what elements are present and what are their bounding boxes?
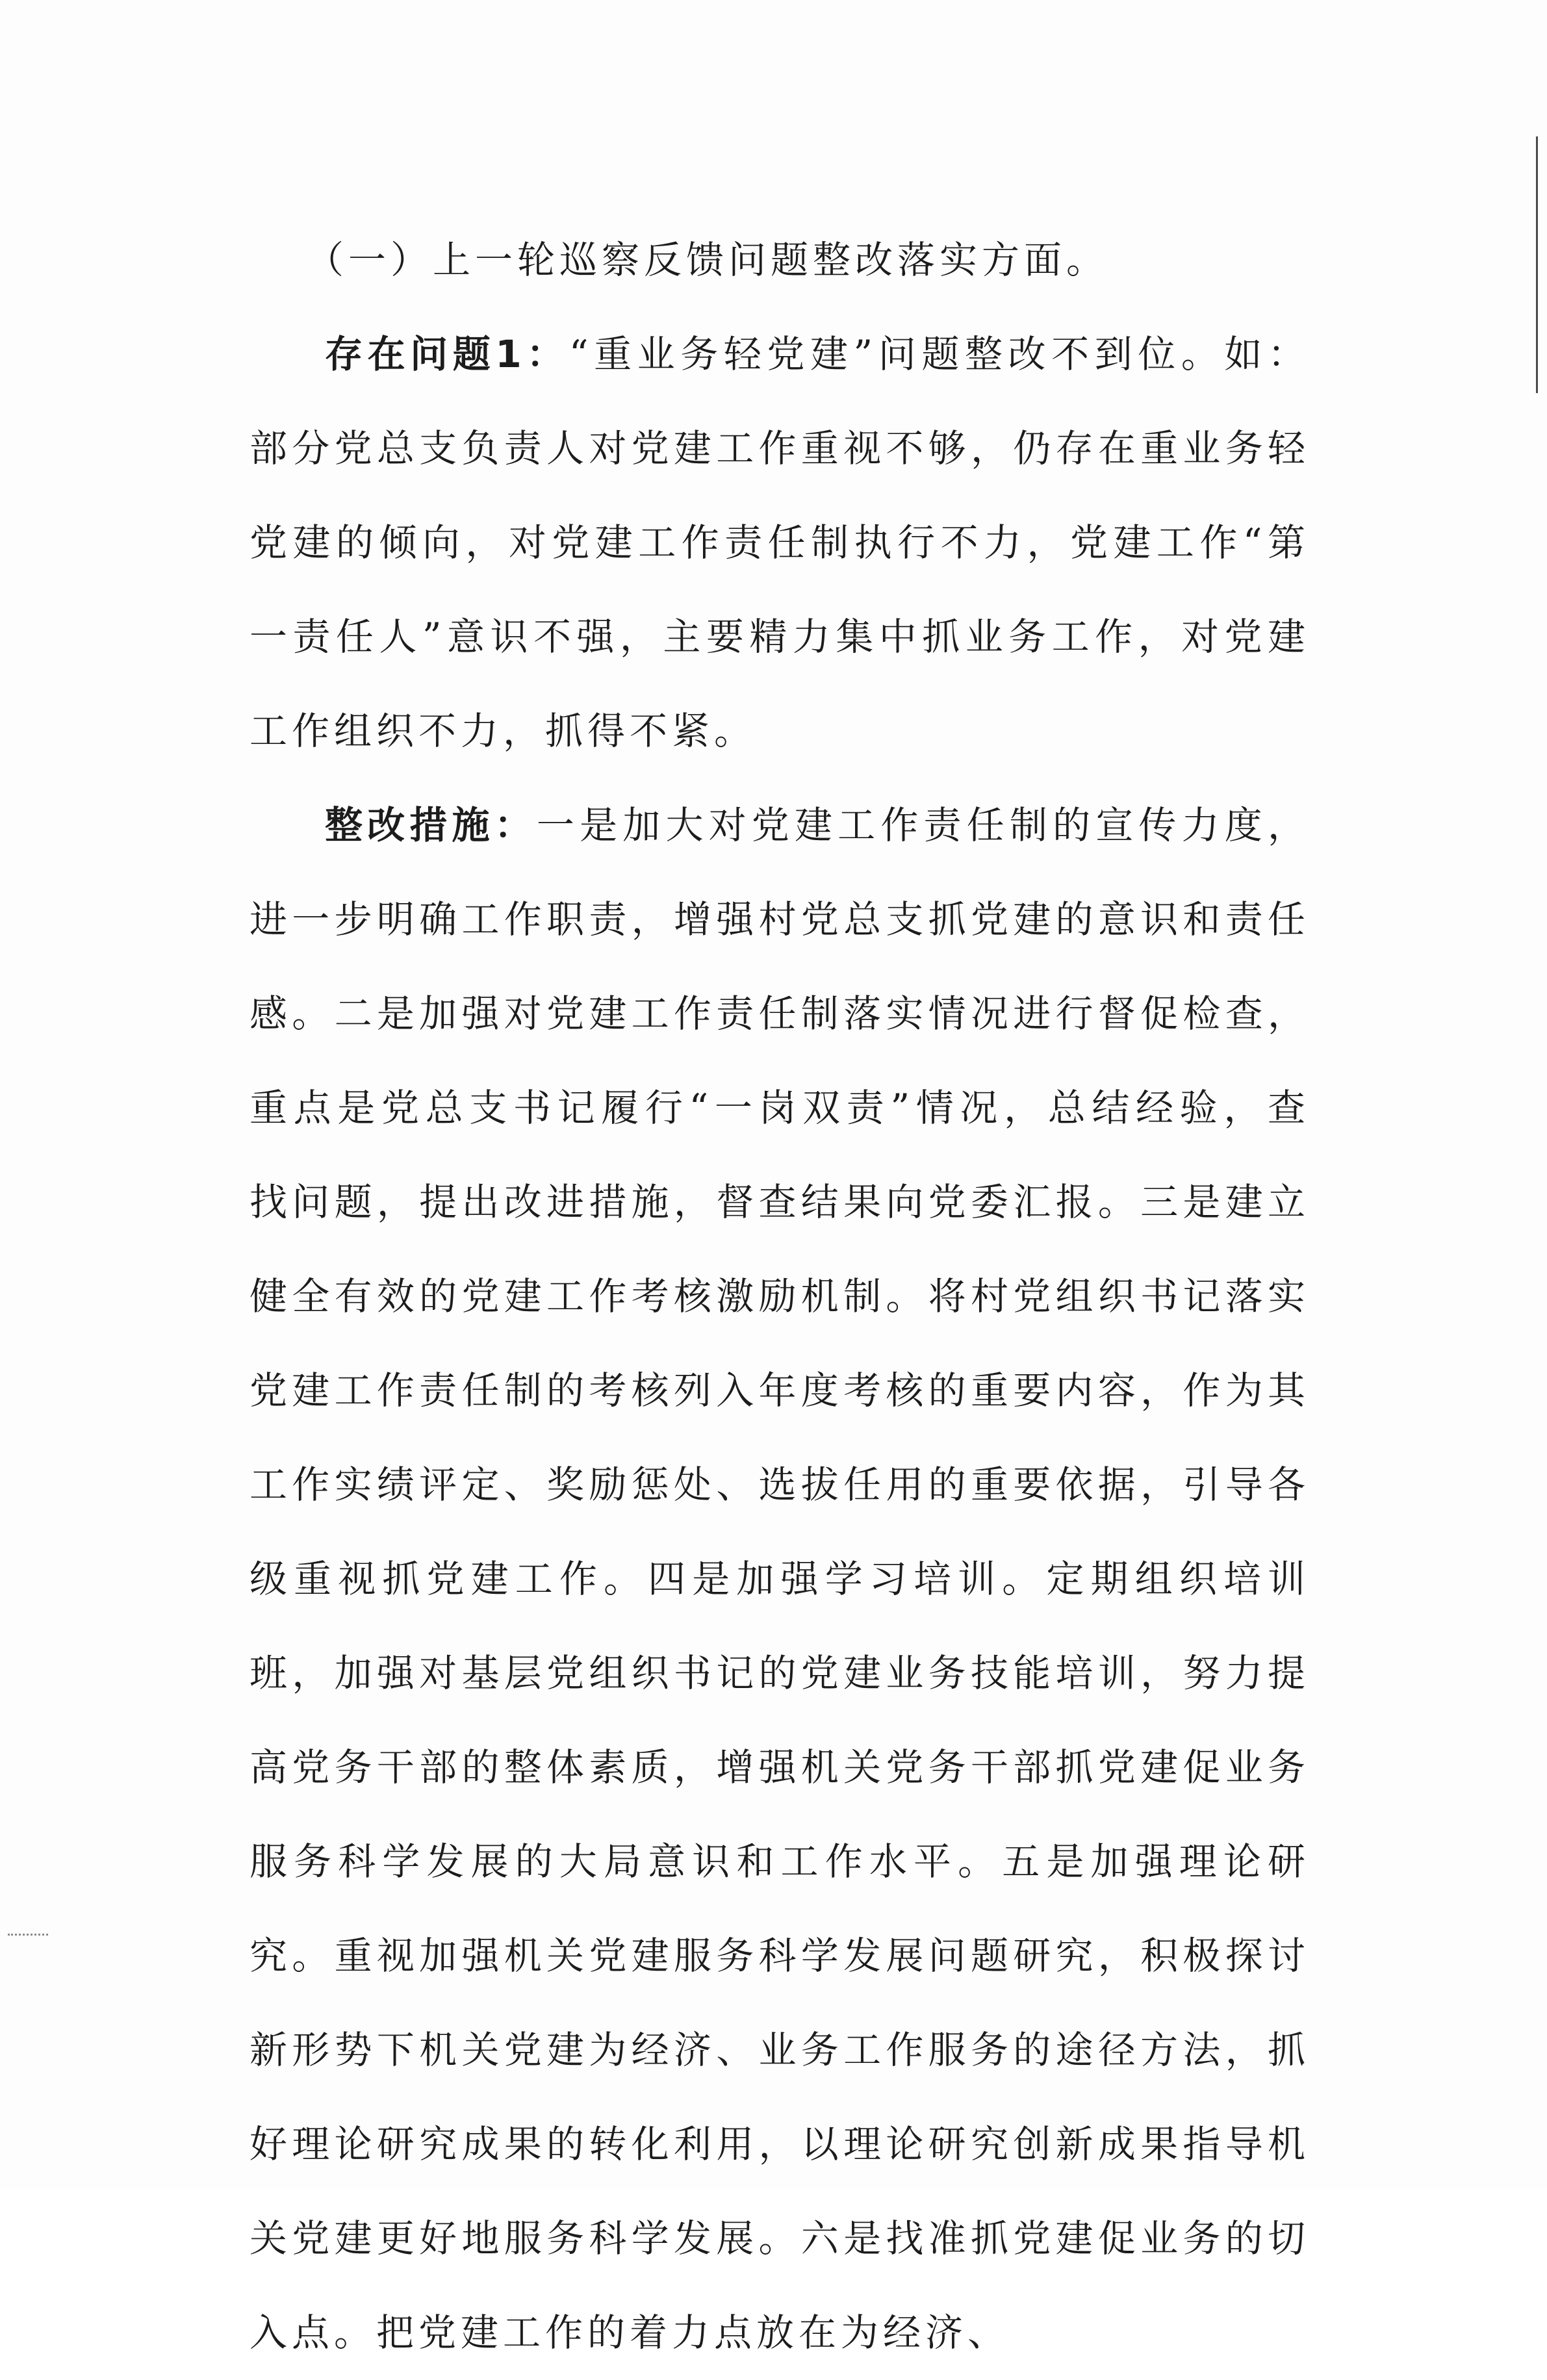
problem-paragraph <box>249 307 1310 778</box>
measures-text: 一是加大对党建工作责任制的宣传力度，进一步明确工作职责，增强村党总支抓党建的意识和责任感。二是加强对党建工作责任制落实情况进行督促检查，重点是党总支书记履行“一岗双责”情况，总结经验，查找问题，提出改进措施，督查结果向党委汇报。三是建立健全有效的党建工作考核激励机制。将村党组织书记落实党建工作责任制的考核列入年度考核的重要内容，作为其工作实绩评定、奖励惩处、选拔任用的重要依据，引导各级重视抓党建工作。四是加强学习培训。定期组织培训班，加强对基层党组织书记的党建业务技能培训，努力提高党务干部的整体素质，增强机关党务干部抓党建促业务服务科学发展的大局意识和工作水平。五是加强理论研究。重视加强机关党建服务科学发展问题研究，积极探讨新形势下机关党建为经济、业务工作服务的途径方法，抓好理论研究成果的转化利用，以理论研究创新成果指导机关党建更好地服务科学发展。六是找准抓党建促业务的切入点。把党建工作的着力点放在为经济、 <box>249 803 1310 2355</box>
measures-label: 整改措施： <box>325 803 537 847</box>
section-heading: （一）上一轮巡察反馈问题整改落实方面。 <box>306 238 1109 282</box>
document-body <box>249 213 1310 2380</box>
problem-text: “重业务轻党建”问题整改不到位。如：部分党总支负责人对党建工作重视不够，仍存在重业务轻党建的倾向，对党建工作责任制执行不力，党建工作“第一责任人”意识不强，主要精力集中抓业务工作，对党建工作组织不力，抓得不紧。 <box>249 332 1310 753</box>
problem-label: 存在问题1： <box>325 332 569 376</box>
scan-mark <box>8 1934 48 1936</box>
measures-paragraph <box>249 778 1310 2380</box>
binding-edge-line <box>1536 136 1538 393</box>
